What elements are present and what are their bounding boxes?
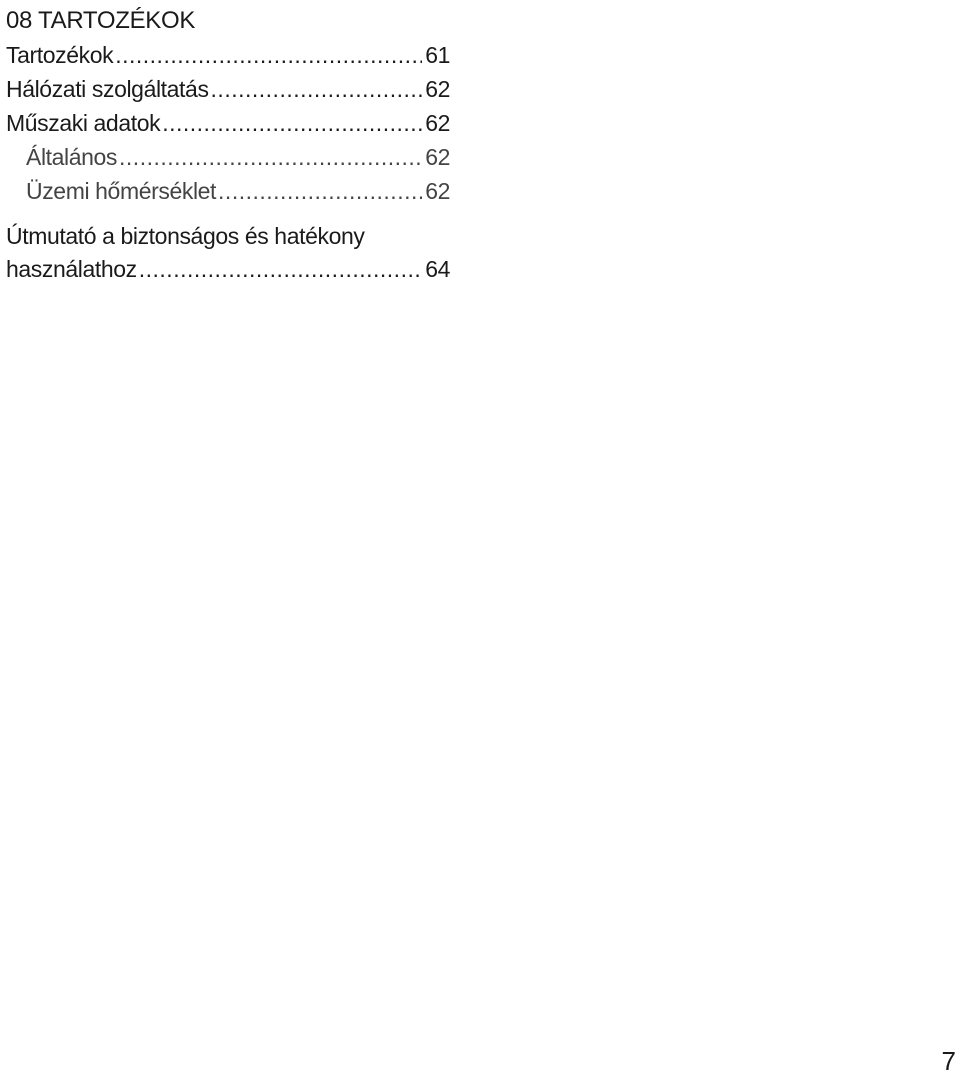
toc-entry-label: Műszaki adatok (6, 110, 161, 136)
dot-leader (115, 38, 422, 72)
toc-entry-label-line1: Útmutató a biztonságos és hatékony (6, 223, 365, 249)
toc-entry-page: 62 (425, 178, 450, 204)
toc-entry-page: 61 (425, 42, 450, 68)
toc-entry-label-line2: használathoz (6, 256, 137, 282)
toc-subentry-uzemi-homerseklet[interactable] (6, 174, 450, 208)
toc-entry-utmutato-row (6, 252, 450, 286)
toc-entry-tartozekok[interactable] (6, 38, 450, 72)
toc-entry-page: 64 (425, 256, 450, 282)
dot-leader (162, 106, 422, 140)
dot-leader (218, 174, 422, 208)
toc-entry-label: Tartozékok (6, 42, 114, 68)
toc-entry-page: 62 (425, 144, 450, 170)
spacer (6, 208, 450, 220)
dot-leader (211, 72, 423, 106)
toc-entry-page: 62 (425, 110, 450, 136)
toc-subentry-altalanos[interactable] (6, 140, 450, 174)
dot-leader (139, 252, 422, 286)
table-of-contents (6, 4, 450, 286)
dot-leader (119, 140, 422, 174)
page-number: 7 (941, 1046, 956, 1076)
toc-entry-muszaki-adatok[interactable] (6, 106, 450, 140)
toc-entry-label: Általános (26, 144, 118, 170)
toc-entry-label: Üzemi hőmérséklet (26, 178, 217, 204)
toc-entry-utmutato[interactable] (6, 220, 450, 286)
toc-entry-page: 62 (425, 76, 450, 102)
section-heading: 08 TARTOZÉKOK (6, 7, 196, 34)
toc-entry-label: Hálózati szolgáltatás (6, 76, 209, 102)
toc-entry-halozati-szolgaltatas[interactable] (6, 72, 450, 106)
